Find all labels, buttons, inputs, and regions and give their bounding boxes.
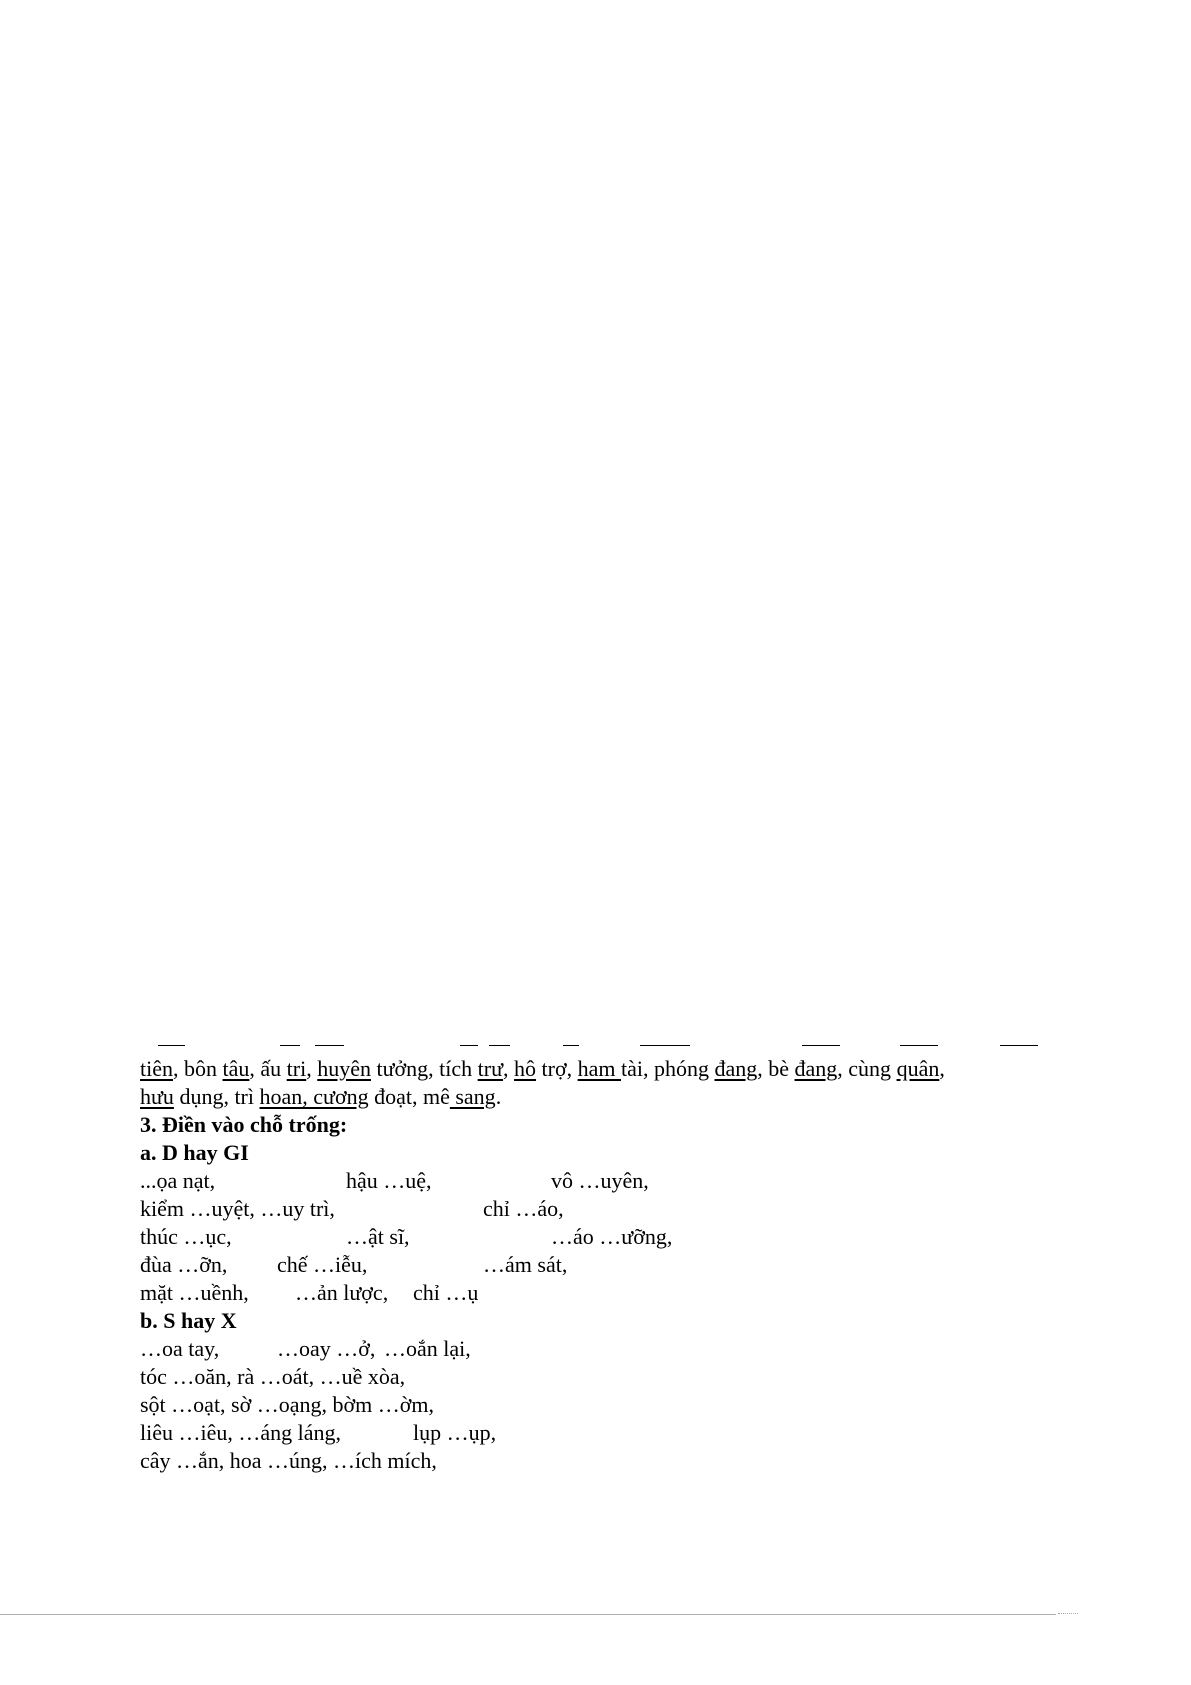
- exercise-item: sột …oạt, sờ …oạng, bờm …ờm,: [140, 1392, 435, 1417]
- section-3-heading: 3. Điền vào chỗ trống:: [140, 1112, 348, 1137]
- underlined-word: tri: [286, 1056, 307, 1081]
- exercise-item: …oay …ở,: [277, 1336, 376, 1361]
- underlined-word: huyên: [317, 1056, 371, 1081]
- exercise-item: đùa …ỡn,: [140, 1252, 228, 1277]
- overline-mark: [640, 1045, 690, 1046]
- exercise-item: chế …iễu,: [277, 1252, 368, 1277]
- paragraph-line-2: [140, 1083, 501, 1111]
- exercise-item: liêu …iêu, …áng láng,: [140, 1420, 342, 1445]
- exercise-item: mặt …uềnh,: [140, 1280, 249, 1305]
- overline-mark: [280, 1045, 300, 1046]
- text-run: ,: [503, 1056, 515, 1081]
- text-run: , bè: [757, 1056, 795, 1081]
- part-b-heading: b. S hay X: [140, 1308, 237, 1333]
- text-run: tưởng, tích: [370, 1056, 478, 1081]
- part-a-heading: a. D hay GI: [140, 1140, 249, 1165]
- overline-mark: [158, 1045, 185, 1046]
- underlined-word: đang: [794, 1056, 838, 1081]
- exercise-item: …oắn lại,: [384, 1336, 471, 1361]
- overline-mark: [315, 1045, 344, 1046]
- underlined-word: hoan, cương: [259, 1084, 369, 1109]
- text-run: .: [495, 1084, 502, 1109]
- underlined-word: quân: [896, 1056, 940, 1081]
- exercise-item: chỉ …áo,: [483, 1196, 564, 1221]
- exercise-item: cây …ắn, hoa …úng, …ích mích,: [140, 1448, 437, 1473]
- underlined-word: tiên: [140, 1056, 173, 1081]
- overline-mark: [802, 1045, 840, 1046]
- text-run: trợ,: [536, 1056, 578, 1081]
- text-run: ,: [306, 1056, 318, 1081]
- text-run: , cùng: [837, 1056, 897, 1081]
- underlined-word: sang: [449, 1084, 496, 1109]
- underlined-word: đang: [714, 1056, 758, 1081]
- exercise-item: ...ọa nạt,: [140, 1168, 216, 1193]
- text-run: dụng, trì: [173, 1084, 260, 1109]
- underlined-word: tâu: [222, 1056, 250, 1081]
- exercise-item: tóc …oăn, rà …oát, …uề xòa,: [140, 1364, 406, 1389]
- paragraph-line-1: [140, 1055, 945, 1083]
- text-run: ,: [939, 1056, 945, 1081]
- overline-mark: [460, 1045, 478, 1046]
- text-run: , bôn: [173, 1056, 223, 1081]
- text-run: tài, phóng: [621, 1056, 715, 1081]
- exercise-item: …áo …ưỡng,: [551, 1224, 673, 1249]
- exercise-item: …oa tay,: [140, 1336, 220, 1361]
- overline-mark: [489, 1045, 510, 1046]
- overline-mark: [900, 1045, 938, 1046]
- exercise-item: …ám sát,: [483, 1252, 568, 1277]
- underlined-word: hưu: [140, 1084, 174, 1109]
- text-run: , ấu: [249, 1056, 287, 1081]
- exercise-item: …ản lược,: [295, 1280, 389, 1305]
- underlined-word: hô: [514, 1056, 537, 1081]
- footer-rule: [0, 1614, 1056, 1615]
- text-run: đoạt, mê: [368, 1084, 450, 1109]
- exercise-item: kiểm …uyệt, …uy trì,: [140, 1196, 335, 1221]
- exercise-item: vô …uyên,: [551, 1168, 649, 1193]
- overline-mark: [563, 1045, 579, 1046]
- footer-dots: [1058, 1613, 1078, 1614]
- exercise-item: chỉ …ụ: [413, 1280, 479, 1305]
- exercise-item: hậu …uệ,: [346, 1168, 432, 1193]
- overline-mark: [1000, 1045, 1038, 1046]
- underlined-word: trư: [477, 1056, 504, 1081]
- exercise-item: lụp …ụp,: [413, 1420, 497, 1445]
- underlined-word: ham: [577, 1056, 621, 1081]
- exercise-item: thúc …ục,: [140, 1224, 232, 1249]
- exercise-item: …ật sĩ,: [346, 1224, 410, 1249]
